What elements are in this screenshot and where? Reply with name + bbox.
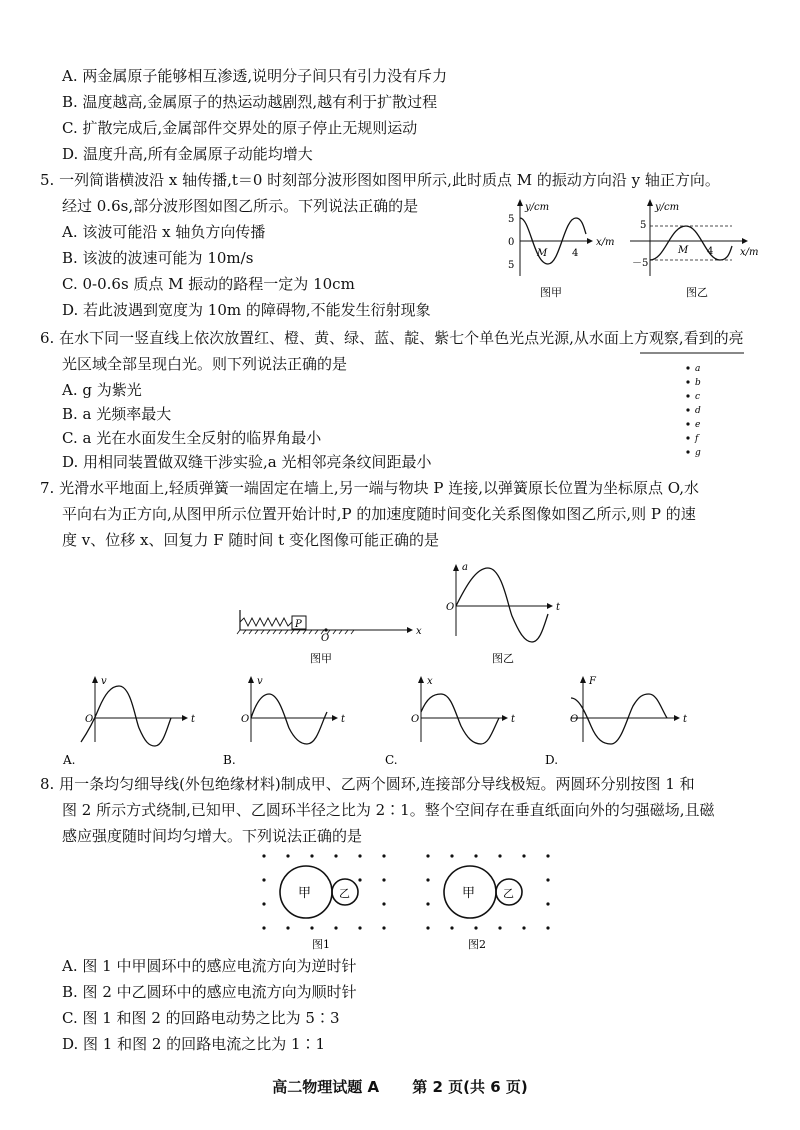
svg-text:C.: C. <box>385 753 398 767</box>
svg-text:d: d <box>695 406 701 416</box>
source-b <box>686 378 701 388</box>
q4-option-d: D. 温度升高,所有金属原子动能均增大 <box>62 145 313 163</box>
svg-text:v: v <box>257 676 263 687</box>
fig1-field-dots <box>262 854 385 929</box>
exam-title: 高二物理试题 A <box>272 1078 380 1096</box>
q5-stem: 5. 一列简谐横波沿 x 轴传播,t＝0 时刻部分波形图如图甲所示,此时质点 M 的振动方向沿 y 轴正方向。 <box>40 171 720 189</box>
q5-wave-figure-jia <box>508 199 615 299</box>
q5-yi-xlabel: x/m <box>740 247 759 258</box>
q8-stem-cont: 图 2 所示方式绕制,已知甲、乙圆环半径之比为 2∶1。整个空间存在垂直纸面向外的匀强磁场,且磁 <box>62 801 715 819</box>
q5-figures <box>500 196 770 306</box>
svg-text:D.: D. <box>545 753 559 767</box>
q6-option-c: C. a 光在水面发生全反射的临界角最小 <box>62 429 322 447</box>
svg-text:c: c <box>695 392 701 402</box>
q5-option-d: D. 若此波遇到宽度为 10m 的障碍物,不能发生衍射现象 <box>62 301 431 319</box>
q5-jia-ybot: 5 <box>508 260 515 271</box>
svg-text:O: O <box>570 714 579 725</box>
svg-text:t: t <box>191 714 196 725</box>
q7-acceleration-graph <box>446 562 561 665</box>
q7-jia-caption: 图甲 <box>310 652 332 665</box>
q6-option-a: A. g 为紫光 <box>62 381 142 399</box>
q5-option-b: B. 该波的波速可能为 10m/s <box>62 249 254 267</box>
q7-figures <box>230 558 590 668</box>
svg-text:甲: 甲 <box>298 886 312 901</box>
choice-a-graph <box>62 676 196 767</box>
q7-stem-cont2: 度 v、位移 x、回复力 F 随时间 t 变化图像可能正确的是 <box>62 531 439 549</box>
svg-text:t: t <box>556 602 561 613</box>
q5-jia-caption: 图甲 <box>540 286 562 299</box>
svg-text:e: e <box>695 420 701 430</box>
svg-text:x: x <box>427 676 433 687</box>
svg-text:t: t <box>511 714 516 725</box>
q7-stem-cont: 平向右为正方向,从图甲所示位置开始计时,P 的加速度随时间变化关系图像如图乙所示,则 P 的速 <box>62 505 696 523</box>
svg-text:v: v <box>101 676 107 687</box>
svg-text:f: f <box>695 434 699 444</box>
source-d <box>686 406 701 416</box>
q5-option-a: A. 该波可能沿 x 轴负方向传播 <box>62 223 266 241</box>
q8-option-a: A. 图 1 中甲圆环中的感应电流方向为逆时针 <box>62 957 357 975</box>
page-footer <box>0 1076 800 1097</box>
svg-text:乙: 乙 <box>339 887 350 900</box>
svg-text:a: a <box>695 364 701 374</box>
svg-text:乙: 乙 <box>503 887 514 900</box>
q5-option-c: C. 0-0.6s 质点 M 振动的路程一定为 10cm <box>62 275 355 293</box>
q7-yi-caption: 图乙 <box>492 652 514 665</box>
source-e <box>686 420 700 430</box>
q5-jia-ytop: 5 <box>508 214 515 225</box>
q4-option-a: A. 两金属原子能够相互渗透,说明分子间只有引力没有斥力 <box>62 67 448 85</box>
q8-option-b: B. 图 2 中乙圆环中的感应电流方向为顺时针 <box>62 983 357 1001</box>
svg-text:b: b <box>695 378 701 388</box>
choice-b-graph <box>223 676 346 767</box>
q8-figures <box>250 848 560 952</box>
q4-option-b: B. 温度越高,金属原子的热运动越剧烈,越有利于扩散过程 <box>62 93 438 111</box>
q5-wave-figure-yi <box>630 199 759 299</box>
source-a <box>686 364 700 374</box>
q5-yi-ytop: 5 <box>640 220 647 231</box>
svg-text:O: O <box>446 602 455 613</box>
q5-yi-ylabel: y/cm <box>655 202 680 213</box>
q8-fig1-caption: 图1 <box>312 938 330 951</box>
svg-text:x: x <box>416 626 422 637</box>
q5-jia-point-m: M <box>537 248 548 259</box>
svg-text:F: F <box>589 676 596 687</box>
q6-stem-cont: 光区域全部呈现白光。则下列说法正确的是 <box>62 355 348 373</box>
svg-text:甲: 甲 <box>462 886 476 901</box>
q5-jia-yzero: 0 <box>508 237 515 248</box>
q5-stem-cont: 经过 0.6s,部分波形图如图乙所示。下列说法正确的是 <box>62 197 419 215</box>
source-g <box>686 448 701 458</box>
svg-text:O: O <box>321 633 330 644</box>
fig2-field-dots <box>426 854 549 929</box>
q6-option-b: B. a 光频率最大 <box>62 405 172 423</box>
svg-text:A.: A. <box>63 753 76 767</box>
q4-option-c: C. 扩散完成后,金属部件交界处的原子停止无规则运动 <box>62 119 418 137</box>
svg-text:a: a <box>462 562 468 573</box>
q7-spring-figure <box>237 610 422 665</box>
q8-option-d: D. 图 1 和图 2 的回路电流之比为 1∶1 <box>62 1035 326 1053</box>
q6-option-d: D. 用相同装置做双缝干涉实验,a 光相邻亮条纹间距最小 <box>62 453 432 471</box>
svg-text:t: t <box>341 714 346 725</box>
q5-yi-caption: 图乙 <box>686 286 708 299</box>
q7-a-curve <box>456 568 548 642</box>
svg-text:B.: B. <box>223 753 236 767</box>
svg-text:O: O <box>241 714 250 725</box>
q8-stem-cont2: 感应强度随时间均匀增大。下列说法正确的是 <box>62 827 363 845</box>
q7-stem: 7. 光滑水平地面上,轻质弹簧一端固定在墙上,另一端与物块 P 连接,以弹簧原长位置为坐标原点 O,水 <box>40 479 699 497</box>
svg-text:P: P <box>295 619 302 630</box>
choice-d-graph <box>545 676 688 767</box>
page-number: 第 2 页(共 6 页) <box>412 1078 528 1096</box>
source-f <box>686 434 700 444</box>
svg-text:O: O <box>411 714 420 725</box>
q5-jia-tick: 4 <box>572 248 579 259</box>
source-c <box>686 392 700 402</box>
q5-jia-ylabel: y/cm <box>525 202 550 213</box>
q8-fig2-caption: 图2 <box>468 938 486 951</box>
q6-light-sources-figure <box>640 350 750 470</box>
svg-text:t: t <box>683 714 688 725</box>
q8-option-c: C. 图 1 和图 2 的回路电动势之比为 5∶3 <box>62 1009 340 1027</box>
q5-yi-wave <box>650 226 732 260</box>
q5-yi-point-m: M <box>678 245 689 256</box>
q5-yi-ybot: －5 <box>632 258 649 269</box>
q5-jia-xlabel: x/m <box>596 237 615 248</box>
choice-c-graph <box>385 676 516 767</box>
svg-text:g: g <box>695 448 701 458</box>
q7-choice-graphs <box>55 672 705 768</box>
q5-yi-tick: 4 <box>707 246 714 257</box>
q6-stem: 6. 在水下同一竖直线上依次放置红、橙、黄、绿、蓝、靛、紫七个单色光点光源,从水面上方观察,看到的亮 <box>40 329 744 347</box>
spring <box>240 618 292 626</box>
q8-stem: 8. 用一条均匀细导线(外包绝缘材料)制成甲、乙两个圆环,连接部分导线极短。两圆环分别按图 1 和 <box>40 775 695 793</box>
svg-text:O: O <box>85 714 94 725</box>
